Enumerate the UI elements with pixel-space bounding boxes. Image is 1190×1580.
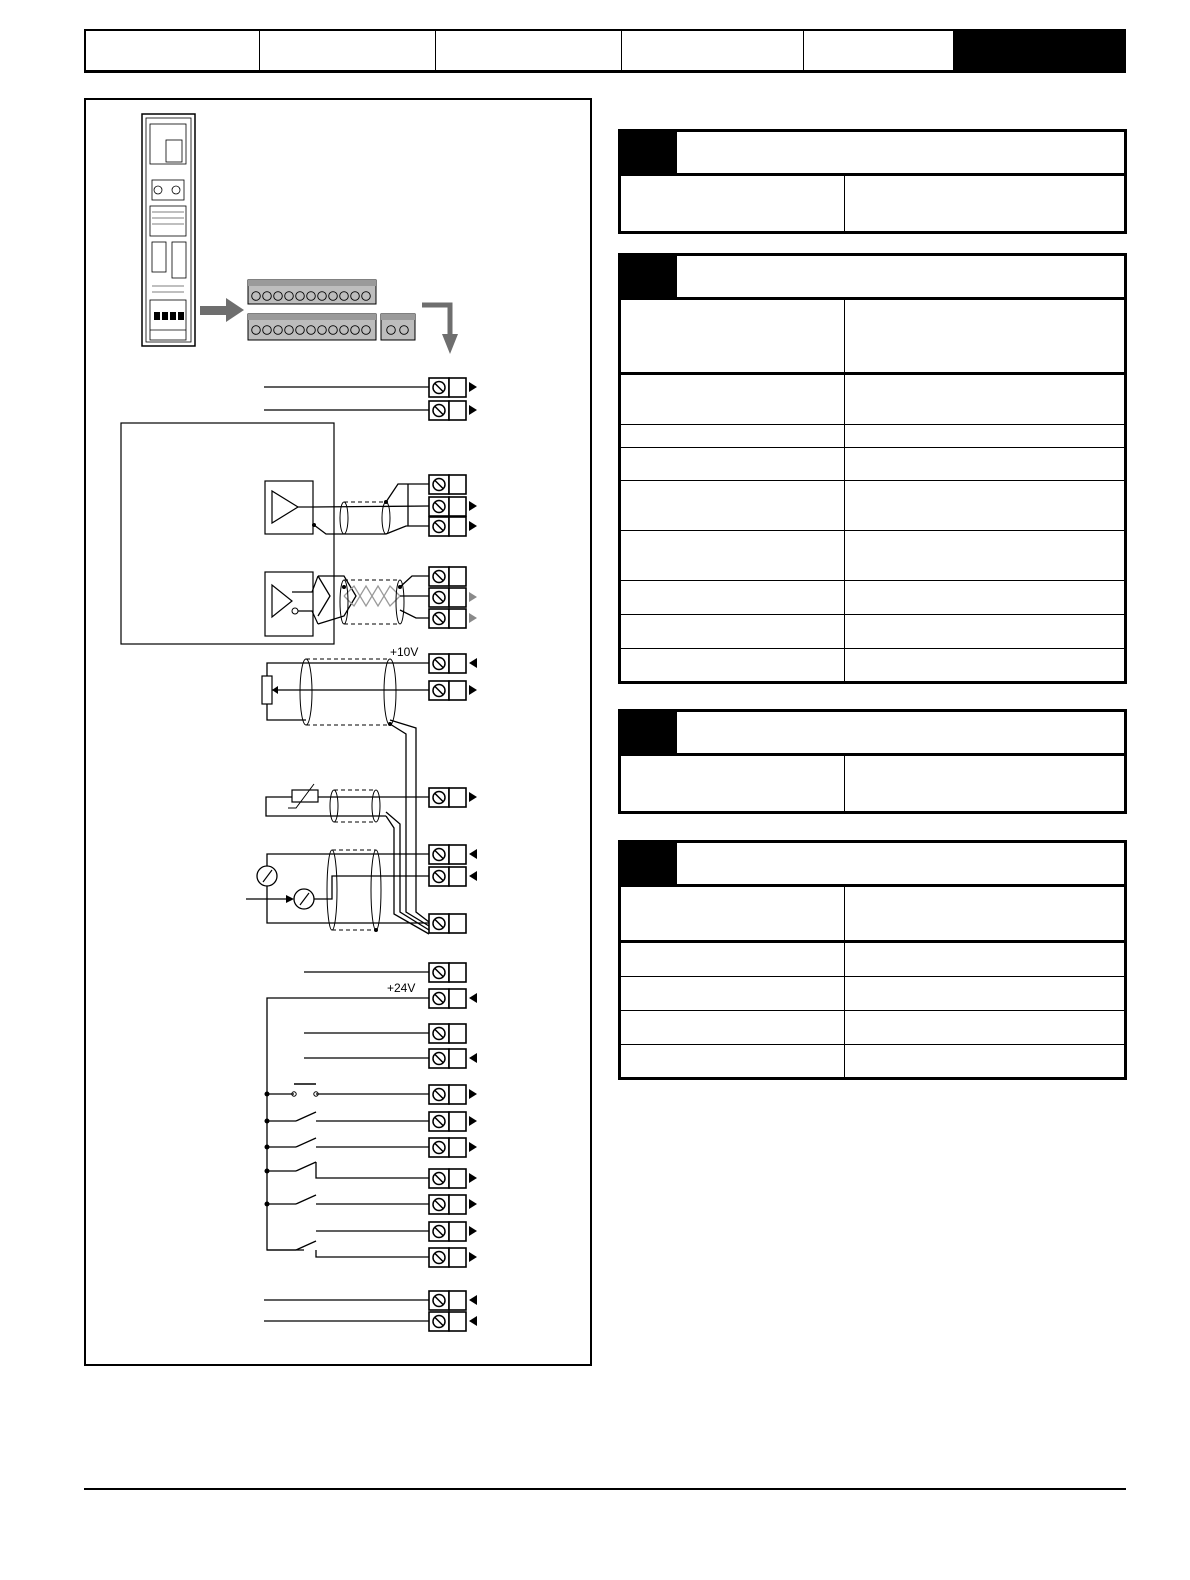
spec-table-2-header — [621, 256, 1124, 300]
spec-table-4-number — [621, 843, 677, 884]
spec-table-4-title — [677, 843, 1124, 884]
table-row — [621, 649, 1124, 681]
spec-table-4-header — [621, 843, 1124, 887]
table-row — [621, 756, 1124, 811]
terminal-strip-relay — [381, 314, 415, 340]
table-row — [621, 448, 1124, 481]
row-key — [621, 1045, 845, 1077]
row-key — [621, 481, 845, 530]
spec-table-1-number — [621, 132, 677, 173]
table-row — [621, 977, 1124, 1011]
table-row — [621, 481, 1124, 531]
header-tab-2[interactable] — [260, 31, 436, 70]
row-value — [845, 887, 1124, 940]
bent-arrow — [422, 305, 458, 354]
row-value — [845, 615, 1124, 648]
spec-table-2 — [618, 253, 1127, 684]
row-value — [845, 649, 1124, 681]
table-row — [621, 375, 1124, 425]
row-key — [621, 756, 845, 811]
row-key — [621, 977, 845, 1010]
table-row — [621, 581, 1124, 615]
row-key — [621, 375, 845, 424]
table-row — [621, 615, 1124, 649]
header-tab-active[interactable] — [954, 31, 1124, 70]
row-value — [845, 375, 1124, 424]
row-key — [621, 649, 845, 681]
wiring-diagram — [86, 100, 592, 1366]
voltage-10v-label: +10V — [390, 645, 419, 659]
terminal-strip-lower — [248, 314, 376, 340]
row-key — [621, 1011, 845, 1044]
row-key — [621, 615, 845, 648]
terminal-strip-upper — [248, 280, 376, 304]
row-value — [845, 425, 1124, 447]
row-key — [621, 448, 845, 480]
row-key — [621, 531, 845, 580]
spec-table-1-header — [621, 132, 1124, 176]
table-row — [621, 300, 1124, 375]
row-value — [845, 531, 1124, 580]
spec-table-3-number — [621, 712, 677, 753]
potentiometer — [262, 676, 272, 704]
spec-table-2-title — [677, 256, 1124, 297]
header-tab-4[interactable] — [622, 31, 804, 70]
row-key — [621, 425, 845, 447]
spec-table-3-title — [677, 712, 1124, 753]
table-row — [621, 1011, 1124, 1045]
row-value — [845, 756, 1124, 811]
row-key — [621, 943, 845, 976]
spec-table-4 — [618, 840, 1127, 1080]
header-tab-5[interactable] — [804, 31, 954, 70]
row-key — [621, 176, 845, 231]
row-value — [845, 1045, 1124, 1077]
row-value — [845, 481, 1124, 530]
table-row — [621, 1045, 1124, 1077]
voltage-24v-label: +24V — [387, 981, 416, 995]
row-value — [845, 977, 1124, 1010]
drive-unit-illustration — [142, 114, 195, 346]
spec-table-1 — [618, 129, 1127, 234]
row-value — [845, 176, 1124, 231]
spec-table-3-header — [621, 712, 1124, 756]
spec-table-3 — [618, 709, 1127, 814]
row-value — [845, 1011, 1124, 1044]
header-tab-bar — [84, 29, 1126, 73]
row-value — [845, 300, 1124, 372]
table-row — [621, 887, 1124, 943]
row-value — [845, 581, 1124, 614]
spec-table-1-title — [677, 132, 1124, 173]
table-row — [621, 531, 1124, 581]
row-key — [621, 300, 845, 372]
row-value — [845, 448, 1124, 480]
spec-table-2-number — [621, 256, 677, 297]
row-value — [845, 943, 1124, 976]
table-row — [621, 425, 1124, 448]
header-tab-3[interactable] — [436, 31, 622, 70]
row-key — [621, 887, 845, 940]
table-row — [621, 943, 1124, 977]
wiring-diagram-panel — [84, 98, 592, 1366]
connector-pointer-arrow — [200, 298, 244, 322]
digital-input-switches — [265, 1084, 478, 1267]
row-key — [621, 581, 845, 614]
header-tab-1[interactable] — [86, 31, 260, 70]
table-row — [621, 176, 1124, 231]
footer-rule — [84, 1488, 1126, 1490]
